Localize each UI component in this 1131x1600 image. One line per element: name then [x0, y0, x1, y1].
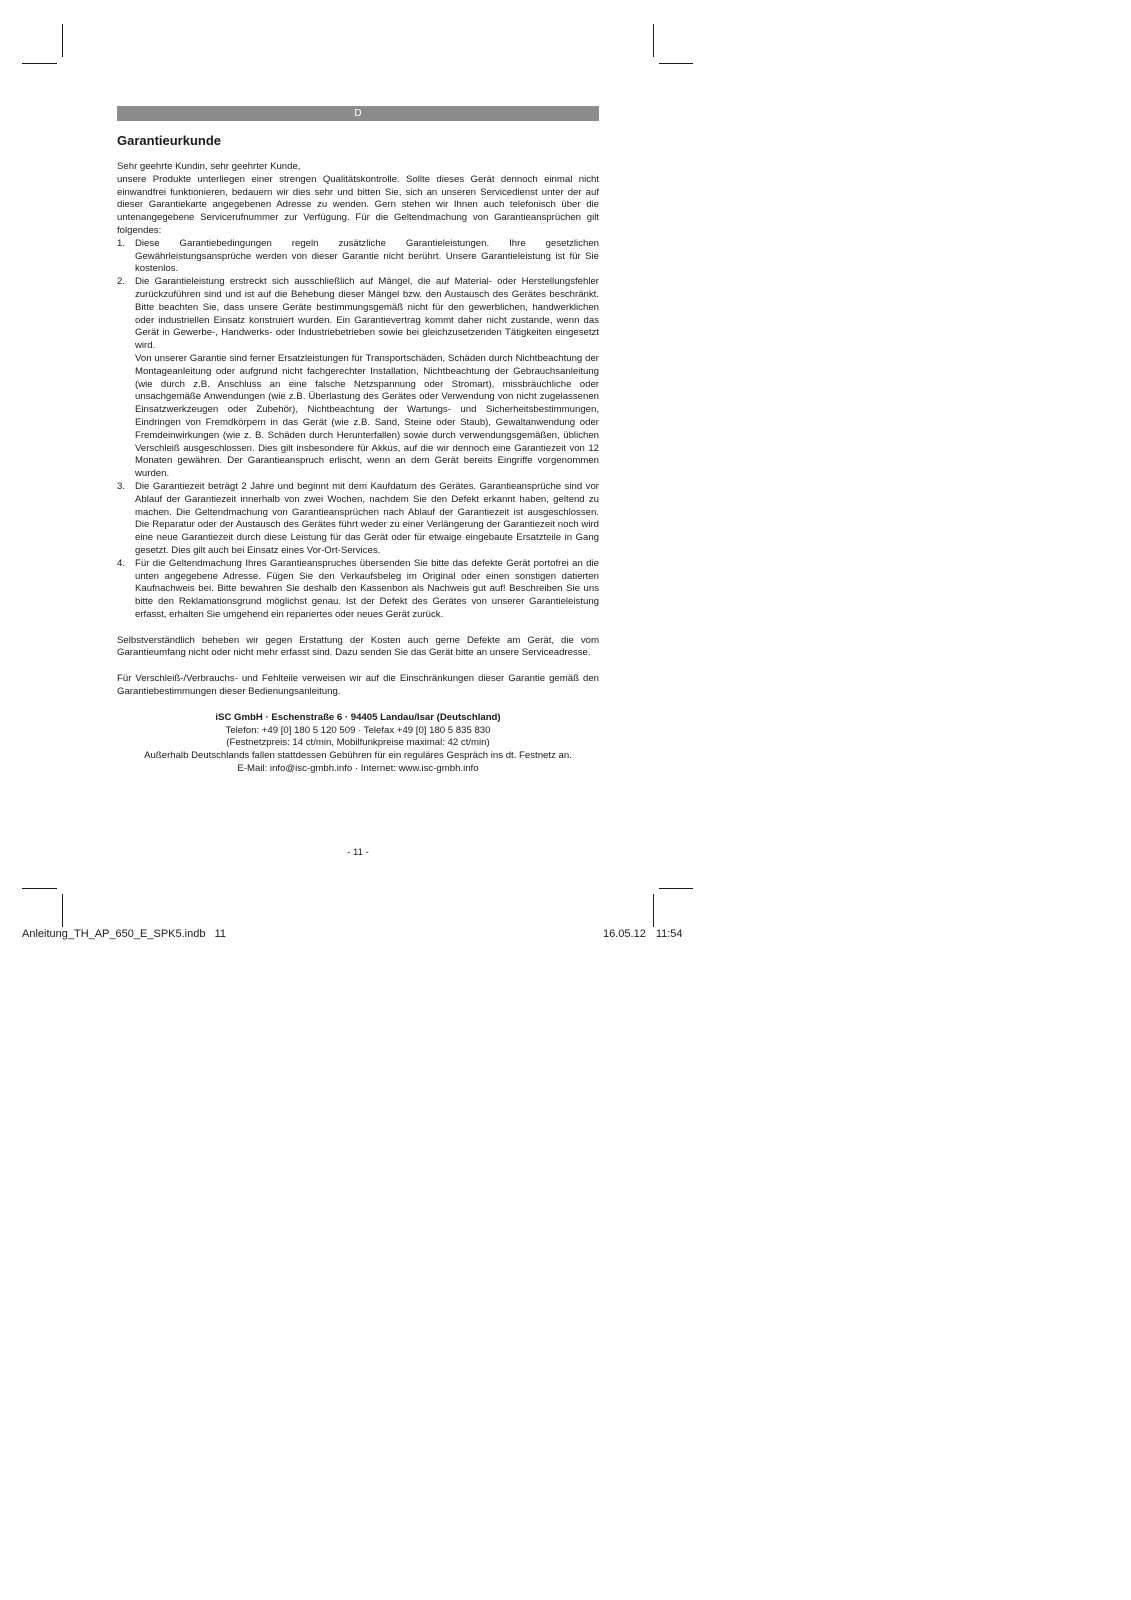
crop-mark-bottom-left-vertical [62, 894, 63, 927]
warranty-text [117, 161, 599, 776]
list-item-text: Für die Geltendmachung Ihres Garantieanspruches übersenden Sie bitte das defekte Gerät portofrei an die unten angegebene Adresse. Fügen Sie den Verkaufsbeleg im Original oder einen sonstigen datierten Kaufnachweis bei. Bitte bewahren Sie deshalb den Kassenbon als Nachweis gut auf! Beschreiben Sie uns bitte den Reklamationsgrund möglichst genau. Ist der Defekt des Gerätes von unserer Garantieleistung erfasst, erhalten Sie umgehend ein repariertes oder neues Gerät zurück. [135, 557, 599, 620]
crop-mark-bottom-right-horizontal [659, 888, 693, 889]
list-item-text: Die Garantieleistung erstreckt sich ausschließlich auf Mängel, die auf Material- oder Herstellungsfehler zurückzuführen sind und ist auf die Behebung dieser Mängel bzw. den Austausch des Gerätes beschränkt. Bitte beachten Sie, dass unsere Geräte bestimmungsgemäß nicht für den gewerblichen, handwerklichen oder industriellen Einsatz konstruiert wurden. Ein Garantievertrag kommt daher nicht zustande, wenn das Gerät in Gewerbe-, Handwerks- oder Industriebetrieben sowie bei gleichzusetzenden Tätigkeiten eingesetzt wird. [135, 276, 599, 352]
closing-paragraph-wear-parts: Für Verschleiß-/Verbrauchs- und Fehlteile verweisen wir auf die Einschränkungen dieser Garantie gemäß den Garantiebestimmungen dieser Bedienungsanleitung. [117, 673, 599, 698]
print-slug-date: 16.05.12 [603, 928, 646, 940]
list-item-number: 4. [117, 557, 126, 569]
call-prices: (Festnetzpreis: 14 ct/min, Mobilfunkpreise maximal: 42 ct/min) [226, 737, 490, 749]
print-slug-time: 11:54 [655, 928, 683, 940]
list-item-number: 3. [117, 480, 126, 492]
list-item-text: Diese Garantiebedingungen regeln zusätzliche Garantieleistungen. Ihre gesetzlichen Gewährleistungsansprüche werden von dieser Garantie nicht berührt. Unsere Garantieleistung ist für Sie kostenlos. [135, 237, 599, 275]
page-title: Garantieurkunde [117, 133, 222, 148]
list-item [117, 481, 599, 558]
phone-fax: Telefon: +49 [0] 180 5 120 509 · Telefax +49 [0] 180 5 835 830 [225, 724, 491, 736]
crop-mark-bottom-left-horizontal [22, 888, 57, 889]
list-item [117, 276, 599, 481]
print-slug-filename: Anleitung_TH_AP_650_E_SPK5.indb 11 [22, 928, 227, 940]
crop-mark-top-right-vertical [653, 24, 654, 57]
intro-paragraph: unsere Produkte unterliegen einer strengen Qualitätskontrolle. Sollte dieses Gerät dennoch einmal nicht einwandfrei funktionieren, bedauern wir dies sehr und bitten Sie, sich an unseren Servicedienst unter der auf dieser Garantiekarte angegebenen Adresse zu wenden. Gern stehen wir Ihnen auch telefonisch über die untenangegebene Servicerufnummer zur Verfügung. Für die Geltendmachung von Garantieansprüchen gilt folgendes: [117, 173, 599, 236]
crop-mark-top-left-vertical [62, 24, 63, 57]
abroad-note: Außerhalb Deutschlands fallen stattdessen Gebühren für ein reguläres Gespräch ins dt. Festnetz an. [144, 750, 572, 762]
print-slug-timestamp [603, 928, 683, 940]
list-item-number: 1. [117, 237, 126, 249]
crop-mark-bottom-right-vertical [653, 894, 654, 927]
company-address: iSC GmbH · Eschenstraße 6 · 94405 Landau/Isar (Deutschland) [215, 711, 501, 723]
salutation: Sehr geehrte Kundin, sehr geehrter Kunde, [117, 161, 301, 172]
language-tab: D [117, 106, 599, 121]
email-web: E-Mail: info@isc-gmbh.info · Internet: www.isc-gmbh.info [237, 763, 479, 775]
crop-mark-top-right-horizontal [659, 63, 693, 64]
list-item [117, 558, 599, 622]
closing-paragraph-repairs: Selbstverständlich beheben wir gegen Erstattung der Kosten auch gerne Defekte am Gerät, die vom Garantieumfang nicht oder nicht mehr erfasst sind. Dazu senden Sie das Gerät bitte an unsere Serviceadresse. [117, 634, 599, 659]
page-number: - 11 - [347, 847, 369, 858]
service-contact [117, 712, 599, 776]
list-item [117, 238, 599, 276]
list-item-text: Von unserer Garantie sind ferner Ersatzleistungen für Transportschäden, Schäden durch Nichtbeachtung der Montageanleitung oder aufgrund nicht fachgerechter Installation, Nichtbeachtung der Gebrauchsanleitung (wie durch z.B. Anschluss an eine falsche Netzspannung oder Stromart), missbräuchliche oder unsachgemäße Anwendungen (wie z.B. Überlastung des Gerätes oder Verwendung von nicht zugelassenen Einsatzwerkzeugen oder Zubehör), Nichtbeachtung der Wartungs- und Sicherheitsbestimmungen, Eindringen von Fremdkörpern in das Gerät (wie z.B. Sand, Steine oder Staub), Gewaltanwendung oder Fremdeinwirkungen (wie z. B. Schäden durch Herunterfallen) sowie durch verwendungsgemäßen, üblichen Verschleiß ausgeschlossen. Dies gilt insbesondere für Akkus, auf die wir dennoch eine Garantiezeit von 12 Monaten gewähren. Der Garantieanspruch erlischt, wenn an dem Gerät bereits Eingriffe vorgenommen wurden. [135, 352, 599, 480]
warranty-conditions-list [117, 238, 599, 622]
list-item-text: Die Garantiezeit beträgt 2 Jahre und beginnt mit dem Kaufdatum des Gerätes. Garantieansprüche sind vor Ablauf der Garantiezeit innerhalb von zwei Wochen, nachdem Sie den Defekt erkannt haben, geltend zu machen. Die Geltendmachung von Garantieansprüchen nach Ablauf der Garantiezeit ist ausgeschlossen. Die Reparatur oder der Austausch des Gerätes führt weder zu einer Verlängerung der Garantiezeit noch wird eine neue Garantiezeit durch diese Leistung für das Gerät oder für etwaige eingebaute Ersatzteile in Gang gesetzt. Dies gilt auch bei Einsatz eines Vor-Ort-Services. [135, 480, 599, 556]
list-item-number: 2. [117, 276, 126, 288]
crop-mark-top-left-horizontal [22, 63, 57, 64]
